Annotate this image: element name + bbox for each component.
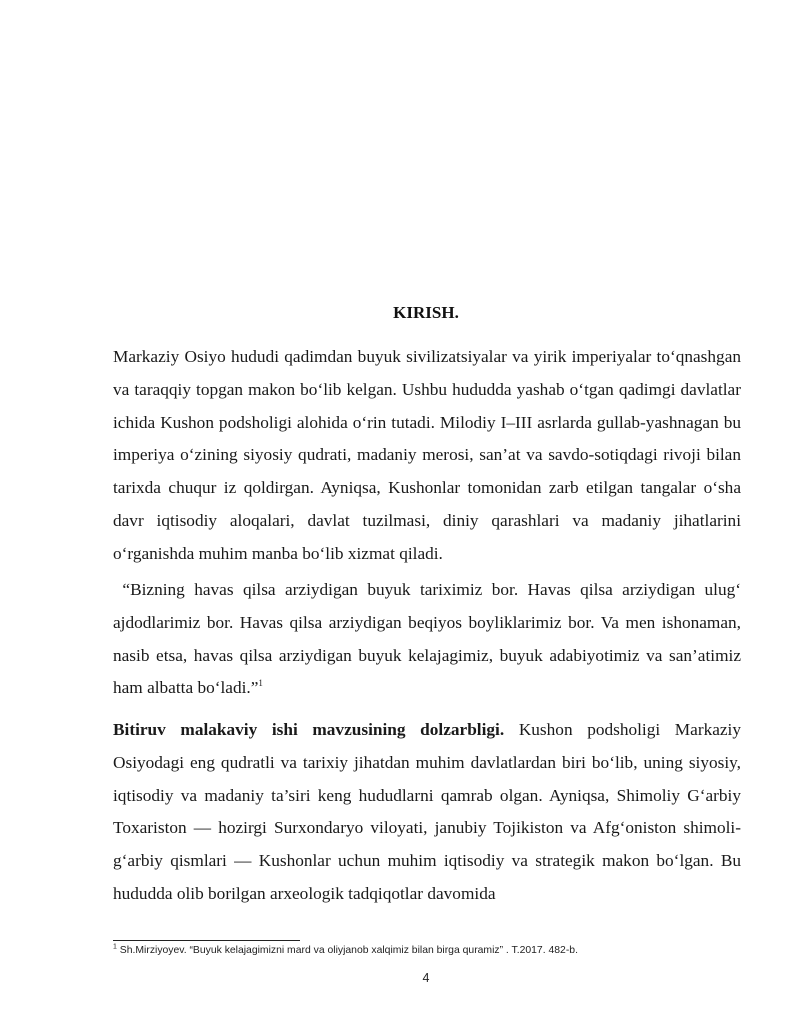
- page-number: 4: [422, 971, 430, 985]
- footnote-mark: 1: [113, 943, 117, 951]
- quote-text: “Bizning havas qilsa arziydigan buyuk tariximiz bor. Havas qilsa arziydigan ulug‘ ajdodlarimiz bor. Havas qilsa arziydigan beqiyos boyliklarimiz bor. Va men ishonaman, nasib etsa, havas qilsa arziydigan buyuk kelajagimiz, buyuk adabiyotimiz va san’atimiz ham albatta bo‘ladi.”: [113, 580, 741, 698]
- quote-paragraph: [113, 574, 741, 705]
- relevance-lead: Bitiruv malakaviy ishi mavzusining dolzarbligi.: [113, 720, 505, 739]
- footnote-reference[interactable]: 1: [258, 678, 263, 689]
- section-heading: KIRISH.: [393, 303, 459, 322]
- footnote-separator: [113, 940, 300, 941]
- footnote-text: Sh.Mirziyoyev. “Buyuk kelajagimizni mard va oliyjanob xalqimiz bilan birga quramiz” . T.2017. 482-b.: [119, 945, 578, 956]
- intro-paragraph: Markaziy Osiyo hududi qadimdan buyuk sivilizatsiyalar va yirik imperiyalar to‘qnashgan va taraqqiy topgan makon bo‘lib kelgan. Ushbu hududda yashab o‘tgan qadimgi davlatlar ichida Kushon podsholigi alohida o‘rin tutadi. Milodiy I–III asrlarda gullab-yashnagan bu imperiya o‘zining siyosiy qudrati, madaniy merosi, san’at va savdo-sotiqdagi rivoji bilan tarixda chuqur iz qoldirgan. Ayniqsa, Kushonlar tomonidan zarb etilgan tangalar o‘sha davr iqtisodiy aloqalari, davlat tuzilmasi, diniy qarashlari va madaniy jihatlarini o‘rganishda muhim manba bo‘lib xizmat qiladi.: [113, 347, 741, 563]
- relevance-paragraph: [113, 714, 741, 911]
- relevance-text: Kushon podsholigi Markaziy Osiyodagi eng qudratli va tarixiy jihatdan muhim davlatlardan biri bo‘lib, uning siyosiy, iqtisodiy va madaniy ta’siri keng hududlarni qamrab olgan. Ayniqsa, Shimoliy G‘arbiy Toxariston — hozirgi Surxondaryo viloyati, janubiy Tojikiston va Afg‘oniston shimoli-g‘arbiy qismlari — Kushonlar uchun muhim iqtisodiy va strategik makon bo‘lgan. Bu hududda olib borilgan arxeologik tadqiqotlar davomida: [113, 720, 741, 903]
- footnote: [113, 945, 578, 956]
